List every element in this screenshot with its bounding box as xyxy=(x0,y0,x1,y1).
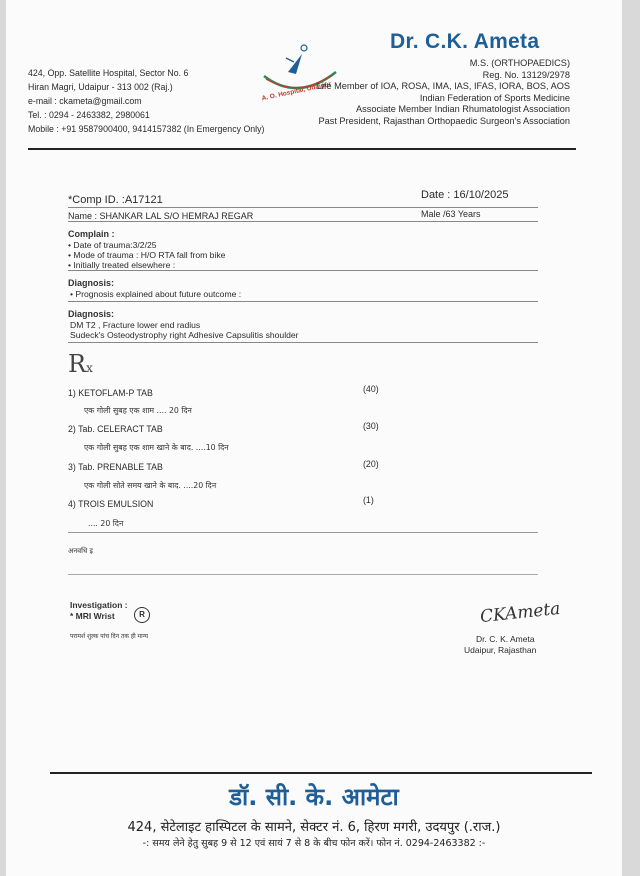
med-dose: .... 20 दिन xyxy=(88,519,124,528)
doctor-credentials xyxy=(317,58,570,128)
footer-address: 424, सेटेलाइट हास्पिटल के सामने, सेक्टर नं. 6, हिरण मगरी, उदयपुर (.राज.) xyxy=(127,820,501,835)
credential-line: Reg. No. 13129/2978 xyxy=(482,69,570,80)
prescription-page xyxy=(6,0,622,876)
divider xyxy=(68,342,538,343)
investigation-item: * MRI Wrist xyxy=(70,611,115,621)
divider xyxy=(68,221,538,222)
diagnosis-heading: Diagnosis: xyxy=(68,309,115,319)
med-name: 2) Tab. CELERACT TAB xyxy=(68,424,163,434)
divider xyxy=(68,574,538,575)
footer-doctor-name: डॉ. सी. के. आमेटा xyxy=(229,783,399,811)
rx-symbol: Rx xyxy=(68,350,93,378)
comp-id: *Comp ID. :A17121 xyxy=(68,194,163,206)
credential-line: Past President, Rajasthan Orthopaedic Surgeon's Association xyxy=(318,115,570,126)
complain-item: • Initially treated elsewhere : xyxy=(68,260,176,270)
investigation-mark: R xyxy=(134,607,150,623)
advice-text: अनवधि इ xyxy=(68,547,93,555)
med-dose: एक गोली सुबह एक शाम खाने के बाद. ....10 दिन xyxy=(84,443,229,452)
signature-scrawl: CKAmeta xyxy=(479,598,562,628)
patient-sex-age: Male /63 Years xyxy=(421,209,481,219)
address-line: 424, Opp. Satellite Hospital, Sector No. 6 xyxy=(28,68,189,78)
diagnosis-heading: Diagnosis: xyxy=(68,278,115,288)
divider xyxy=(68,301,538,302)
signature-name: Dr. C. K. Ameta xyxy=(476,634,535,644)
patient-name: Name : SHANKAR LAL S/O HEMRAJ REGAR xyxy=(68,211,254,221)
med-dose: एक गोली सुबह एक शाम .... 20 दिन xyxy=(84,406,192,415)
diagnosis-list xyxy=(70,320,299,340)
diagnosis-item: DM T2 , Fracture lower end radius xyxy=(70,320,201,330)
complain-heading: Complain : xyxy=(68,229,115,239)
signature-place: Udaipur, Rajasthan xyxy=(464,645,537,655)
med-name: 3) Tab. PRENABLE TAB xyxy=(68,462,163,472)
visit-date: Date : 16/10/2025 xyxy=(421,189,509,201)
doctor-name: Dr. C.K. Ameta xyxy=(390,30,540,53)
header-divider xyxy=(28,148,576,150)
credential-line: Indian Federation of Sports Medicine xyxy=(419,92,570,103)
credential-line: Life Member of IOA, ROSA, IMA, IAS, IFAS, IORA, BOS, AOS xyxy=(316,81,570,92)
investigation-heading: Investigation : xyxy=(70,600,128,610)
med-dose: एक गोली सोते समय खाने के बाद. ....20 दिन xyxy=(84,481,217,490)
med-name: 1) KETOFLAM-P TAB xyxy=(68,388,153,398)
med-qty: (30) xyxy=(363,421,379,431)
credential-line: M.S. (ORTHOPAEDICS) xyxy=(469,58,570,68)
med-qty: (40) xyxy=(363,384,379,394)
logo-text: A. O. Hospital, Udaipur xyxy=(261,80,332,103)
divider xyxy=(68,532,538,533)
divider xyxy=(68,270,538,271)
divider xyxy=(68,207,538,208)
med-name: 4) TROIS EMULSION xyxy=(68,499,154,509)
diagnosis-item: Sudeck's Osteodystrophy right Adhesive Capsulitis shoulder xyxy=(70,330,299,340)
clinic-address xyxy=(28,66,264,136)
diagnosis-item: • Prognosis explained about future outcome : xyxy=(70,289,242,299)
med-qty: (1) xyxy=(363,495,374,505)
complain-item: • Date of trauma:3/2/25 xyxy=(68,240,157,250)
footer-timing: -: समय लेने हेतु सुबह 9 से 12 एवं सायं 7 से 8 के बीच फोन करें। फोन नं. 0294-2463382 :- xyxy=(142,838,486,849)
consultation-note: परामर्श शुल्क पांच दिन तक ही मान्य xyxy=(70,633,148,640)
phone-line: Tel. : 0294 - 2463382, 2980061 xyxy=(28,110,150,120)
footer-divider xyxy=(50,772,592,774)
email-line: e-mail : ckameta@gmail.com xyxy=(28,96,142,106)
address-line: Hiran Magri, Udaipur - 313 002 (Raj.) xyxy=(28,82,173,92)
med-qty: (20) xyxy=(363,459,379,469)
complain-list xyxy=(68,240,225,270)
complain-item: • Mode of trauma : H/O RTA fall from bike xyxy=(68,250,226,260)
credential-line: Associate Member Indian Rhumatologist Association xyxy=(356,104,570,115)
mobile-line: Mobile : +91 9587900400, 9414157382 (In Emergency Only) xyxy=(28,124,265,134)
